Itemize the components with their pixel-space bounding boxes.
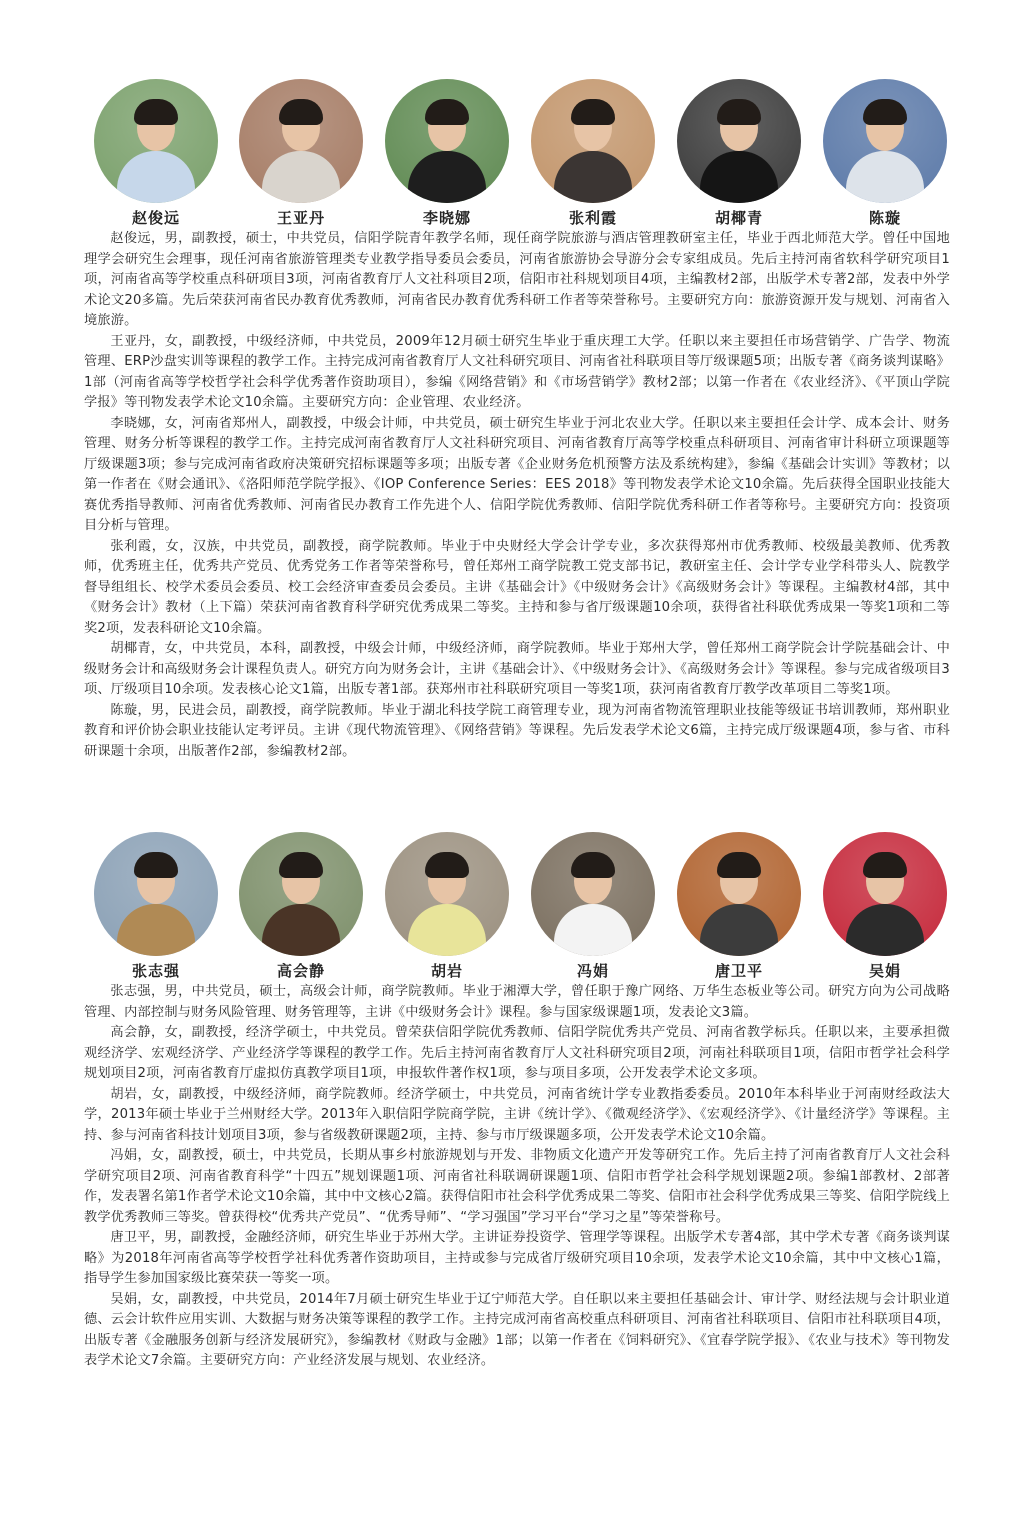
faculty-name: 冯娟 bbox=[576, 962, 609, 980]
faculty-section-2 bbox=[84, 832, 950, 1372]
faculty-bio: 张利霞，女，汉族，中共党员，副教授，商学院教师。毕业于中央财经大学会计学专业，多次获得郑州市优秀教师、校级最美教师、优秀教师，优秀班主任，优秀共产党员、优秀党务工作者等荣誉称号，曾任郑州工商学院教工党支部书记，教研室主任、会计学专业学科带头人、院教学督导组组长、校学术委员会委员、校工会经济审查委员会委员。主讲《基础会计》《中级财务会计》《高级财务会计》等课程。主编教材4部，其中《财务会计》教材（上下篇）荣获河南省教育科学研究优秀成果二等奖。主持和参与省厅级课题10余项，获得省社科联优秀成果一等奖1项和二等奖2项，发表科研论文10余篇。 bbox=[84, 538, 950, 636]
faculty-bio: 王亚丹，女，副教授，中级经济师，中共党员，2009年12月硕士研究生毕业于重庆理工大学。任职以来主要担任市场营销学、广告学、物流管理、ERP沙盘实训等课程的教学工作。主持完成河南省教育厅人文社科研究项目、河南省社科联项目等厅级课题5项；出版专著《商务谈判谋略》1部（河南省高等学校哲学社会科学优秀著作资助项目），参编《网络营销》和《市场营销学》教材2部；以第一作者在《农业经济》、《平顶山学院学报》等刊物发表学术论文10余篇。主要研究方向：企业管理、农业经济。 bbox=[84, 333, 950, 410]
faculty-card bbox=[820, 79, 950, 227]
faculty-card bbox=[91, 79, 221, 227]
faculty-bio: 吴娟，女，副教授，中共党员，2014年7月硕士研究生毕业于辽宁师范大学。自任职以来主要担任基础会计、审计学、财经法规与会计职业道德、云会计软件应用实训、大数据与财务决策等课程的教学工作。主持完成河南省高校重点科研项目、河南省社科联项目、信阳市社科联项目4项，出版专著《金融服务创新与经济发展研究》，参编教材《财政与金融》1部；以第一作者在《饲料研究》、《宜春学院学报》、《农业与技术》等刊物发表学术论文7余篇。主要研究方向：产业经济发展与规划、农业经济。 bbox=[84, 1291, 950, 1368]
bio-list bbox=[84, 229, 950, 762]
faculty-name: 张利霞 bbox=[568, 209, 617, 227]
photo-row bbox=[84, 79, 950, 229]
faculty-bio: 赵俊远，男，副教授，硕士，中共党员，信阳学院青年教学名师，现任商学院旅游与酒店管理教研室主任，毕业于西北师范大学。曾任中国地理学会研究生会理事，现任河南省旅游管理类专业教学指导委员会委员，河南省旅游协会导游分会专家组成员。先后主持河南省软科学研究项目1项，河南省高等学校重点科研项目3项，河南省教育厅人文社科项目2项，信阳市社科规划项目4项，主编教材2部，出版学术专著2部，发表中外学术论文20多篇。先后荣获河南省民办教育优秀教师，河南省民办教育优秀科研工作者等荣誉称号。主要研究方向：旅游资源开发与规划、河南省入境旅游。 bbox=[84, 231, 950, 328]
faculty-card bbox=[820, 832, 950, 980]
portrait-photo bbox=[94, 832, 218, 956]
faculty-name: 唐卫平 bbox=[714, 962, 763, 980]
faculty-bio: 唐卫平，男，副教授，金融经济师，研究生毕业于苏州大学。主讲证券投资学、管理学等课程。出版学术专著4部，其中学术专著《商务谈判谋略》为2018年河南省高等学校哲学社科优秀著作资助项目，主持或参与完成省厅级研究项目10余项，发表学术论文10余篇，其中中文核心1篇，指导学生参加国家级比赛荣获一等奖一项。 bbox=[84, 1230, 950, 1286]
photo-row bbox=[84, 832, 950, 982]
faculty-name: 高会静 bbox=[276, 962, 325, 980]
portrait-photo bbox=[385, 832, 509, 956]
portrait-photo bbox=[239, 832, 363, 956]
portrait-photo bbox=[823, 79, 947, 203]
portrait-photo bbox=[385, 79, 509, 203]
faculty-name: 陈璇 bbox=[868, 209, 901, 227]
faculty-name: 胡岩 bbox=[430, 962, 463, 980]
faculty-bio: 张志强，男，中共党员，硕士，高级会计师，商学院教师。毕业于湘潭大学，曾任职于豫广网络、万华生态板业等公司。研究方向为公司战略管理、内部控制与财务风险管理、财务管理等，主讲《中级财务会计》课程。参与国家级课题1项，发表论文3篇。 bbox=[84, 984, 950, 1020]
faculty-name: 张志强 bbox=[131, 962, 180, 980]
faculty-bio: 高会静，女，副教授，经济学硕士，中共党员。曾荣获信阳学院优秀教师、信阳学院优秀共产党员、河南省教学标兵。任职以来，主要承担微观经济学、宏观经济学、产业经济学等课程的教学工作。先后主持河南省教育厅人文社科研究项目2项，河南社科联项目1项，信阳市哲学社会科学规划项目2项，河南省教育厅虚拟仿真教学项目1项，申报软件著作权1项，参与项目多项，公开发表学术论文多项。 bbox=[84, 1025, 950, 1081]
portrait-photo bbox=[677, 832, 801, 956]
faculty-name: 胡椰青 bbox=[714, 209, 763, 227]
portrait-photo bbox=[677, 79, 801, 203]
faculty-card bbox=[674, 79, 804, 227]
faculty-card bbox=[382, 79, 512, 227]
faculty-card bbox=[236, 79, 366, 227]
faculty-card bbox=[528, 79, 658, 227]
faculty-bio: 胡岩，女，副教授，中级经济师，商学院教师。经济学硕士，中共党员，河南省统计学专业教指委委员。2010年本科毕业于河南财经政法大学，2013年硕士毕业于兰州财经大学。2013年入职信阳学院商学院，主讲《统计学》、《微观经济学》、《宏观经济学》、《计量经济学》等课程。主持、参与河南省科技计划项目3项，参与省级教研课题2项，主持、参与市厅级课题多项，公开发表学术论文10余篇。 bbox=[84, 1086, 950, 1143]
faculty-name: 李晓娜 bbox=[422, 209, 471, 227]
portrait-photo bbox=[94, 79, 218, 203]
faculty-name: 王亚丹 bbox=[276, 209, 325, 227]
faculty-card bbox=[236, 832, 366, 980]
faculty-bio: 李晓娜，女，河南省郑州人，副教授，中级会计师，中共党员，硕士研究生毕业于河北农业大学。任职以来主要担任会计学、成本会计、财务管理、财务分析等课程的教学工作。主持完成河南省教育厅人文社科研究项目、河南省教育厅高等学校重点科研项目、河南省审计科研立项课题等厅级课题3项；参与完成河南省政府决策研究招标课题等多项；出版专著《企业财务危机预警方法及系统构建》，参编《基础会计实训》等教材；以第一作者在《财会通讯》、《洛阳师范学院学报》、《IOP Conference Series：EES 2018》等刊物发表学术论文10余篇。先后获得全国职业技能大赛优秀指导教师、河南省优秀教师、河南省民办教育工作先进个人、信阳学院优秀教师、信阳学院优秀科研工作者等称号。主要研究方向：投资项目分析与管理。 bbox=[84, 415, 950, 533]
bio-list bbox=[84, 982, 950, 1372]
faculty-card bbox=[674, 832, 804, 980]
faculty-card bbox=[528, 832, 658, 980]
portrait-photo bbox=[531, 832, 655, 956]
faculty-section-1 bbox=[84, 79, 950, 762]
faculty-name: 吴娟 bbox=[868, 962, 901, 980]
portrait-photo bbox=[823, 832, 947, 956]
faculty-bio: 陈璇，男，民进会员，副教授，商学院教师。毕业于湖北科技学院工商管理专业，现为河南省物流管理职业技能等级证书培训教师，郑州职业教育和评价协会职业技能认定考评员。主讲《现代物流管理》、《网络营销》等课程。先后发表学术论文6篇，主持完成厅级课题4项，参与省、市科研课题十余项，出版著作2部，参编教材2部。 bbox=[84, 702, 950, 759]
faculty-card bbox=[382, 832, 512, 980]
faculty-card bbox=[91, 832, 221, 980]
portrait-photo bbox=[531, 79, 655, 203]
faculty-bio: 胡椰青，女，中共党员，本科，副教授，中级会计师，中级经济师，商学院教师。毕业于郑州大学，曾任郑州工商学院会计学院基础会计、中级财务会计和高级财务会计课程负责人。研究方向为财务会计，主讲《基础会计》、《中级财务会计》、《高级财务会计》等课程。参与完成省级项目3项、厅级项目10余项。发表核心论文1篇，出版专著1部。获郑州市社科联研究项目一等奖1项，获河南省教育厅教学改革项目二等奖1项。 bbox=[84, 641, 950, 697]
portrait-photo bbox=[239, 79, 363, 203]
faculty-name: 赵俊远 bbox=[131, 209, 180, 227]
faculty-bio: 冯娟，女，副教授，硕士，中共党员，长期从事乡村旅游规划与开发、非物质文化遗产开发等研究工作。先后主持了河南省教育厅人文社会科学研究项目2项、河南省教育科学“十四五”规划课题1项、河南省社科联调研课题1项、信阳市哲学社会科学规划课题2项。参编1部教材、2部著作，发表署名第1作者学术论文10余篇，其中中文核心2篇。获得信阳市社会科学优秀成果二等奖、信阳市社会科学优秀成果三等奖、信阳学院线上教学优秀教师三等奖。曾获得校“优秀共产党员”、“优秀导师”、“学习强国”学习平台“学习之星”等荣誉称号。 bbox=[84, 1148, 950, 1225]
